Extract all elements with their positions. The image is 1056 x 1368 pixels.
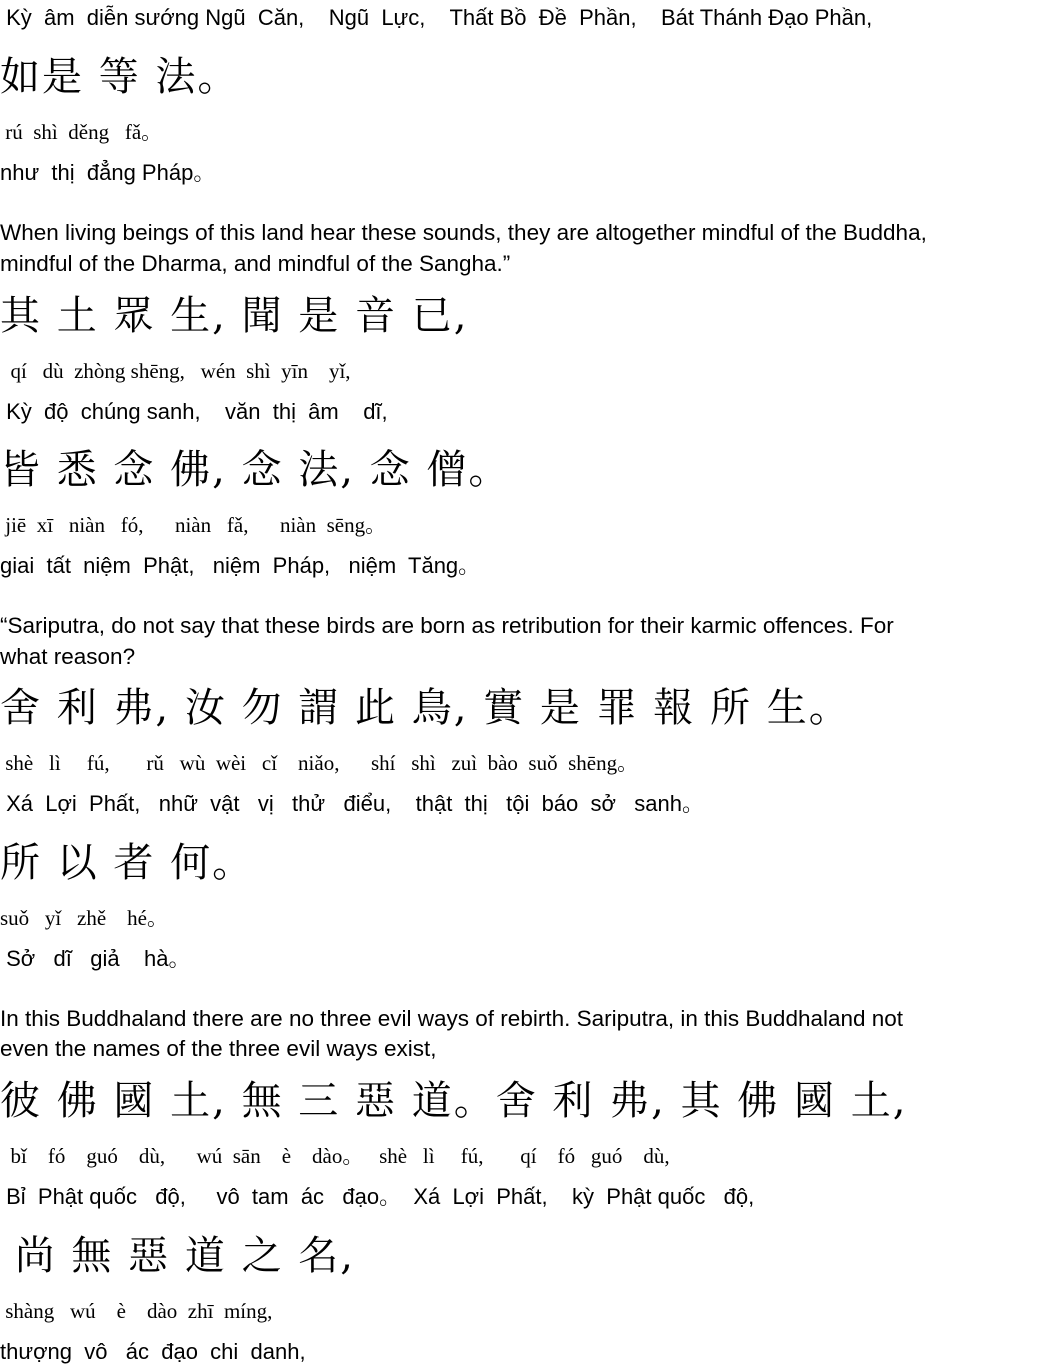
pinyin-line: rú shì děng fǎ。 [0,120,163,144]
pinyin-line: jiē xī niàn fó, niàn fǎ, niàn sēng。 [0,513,387,537]
chinese-line: 彼 佛 國 土, 無 三 惡 道。舍 利 弗, 其 佛 國 土, [0,1078,908,1124]
chinese-line: 所 以 者 何。 [0,840,255,886]
vietnamese-line: như thị đẳng Pháp。 [0,160,216,185]
english-line: what reason? [0,644,136,669]
vietnamese-line: giai tất niệm Phật, niệm Pháp, niệm Tăng。 [0,553,481,578]
english-line: In this Buddhaland there are no three evil ways of rebirth. Sariputra, in this Buddhaland not [0,1006,904,1031]
pinyin-line: bǐ fó guó dù, wú sān è dào。 shè lì fú, qí fó guó dù, [0,1144,670,1168]
chinese-line: 尚 無 惡 道 之 名, [0,1233,356,1279]
vietnamese-line: Bỉ Phật quốc độ, vô tam ác đạo。 Xá Lợi Phất, kỳ Phật quốc độ, [0,1184,755,1209]
vietnamese-line: Kỳ độ chúng sanh, văn thị âm dĩ, [0,399,388,424]
vietnamese-line: Sở dĩ giả hà。 [0,946,191,971]
chinese-line: 皆 悉 念 佛, 念 法, 念 僧。 [0,447,511,493]
vietnamese-line: thượng vô ác đạo chi danh, [0,1339,306,1364]
english-line: mindful of the Dharma, and mindful of the Sangha.” [0,251,511,276]
english-line: “Sariputra, do not say that these birds are born as retribution for their karmic offences. For [0,613,894,638]
vietnamese-line: Kỳ âm diễn sướng Ngũ Căn, Ngũ Lực, Thất Bồ Đề Phần, Bát Thánh Đạo Phần, [0,5,873,30]
pinyin-line: suǒ yǐ zhě hé。 [0,906,168,930]
pinyin-line: shàng wú è dào zhī míng, [0,1299,273,1323]
pinyin-line: shè lì fú, rǔ wù wèi cǐ niǎo, shí shì zuì bào suǒ shēng。 [0,751,639,775]
chinese-line: 其 土 眾 生, 聞 是 音 已, [0,293,469,339]
vietnamese-line: Xá Lợi Phất, nhữ vật vị thử điểu, thật thị tội báo sở sanh。 [0,791,704,816]
chinese-line: 舍 利 弗, 汝 勿 謂 此 鳥, 實 是 罪 報 所 生。 [0,685,851,731]
pinyin-line: qí dù zhòng shēng, wén shì yīn yǐ, [0,359,351,383]
english-line: even the names of the three evil ways exist, [0,1036,437,1061]
chinese-line: 如是 等 法。 [0,54,240,100]
english-line: When living beings of this land hear these sounds, they are altogether mindful of the Buddha, [0,220,927,245]
